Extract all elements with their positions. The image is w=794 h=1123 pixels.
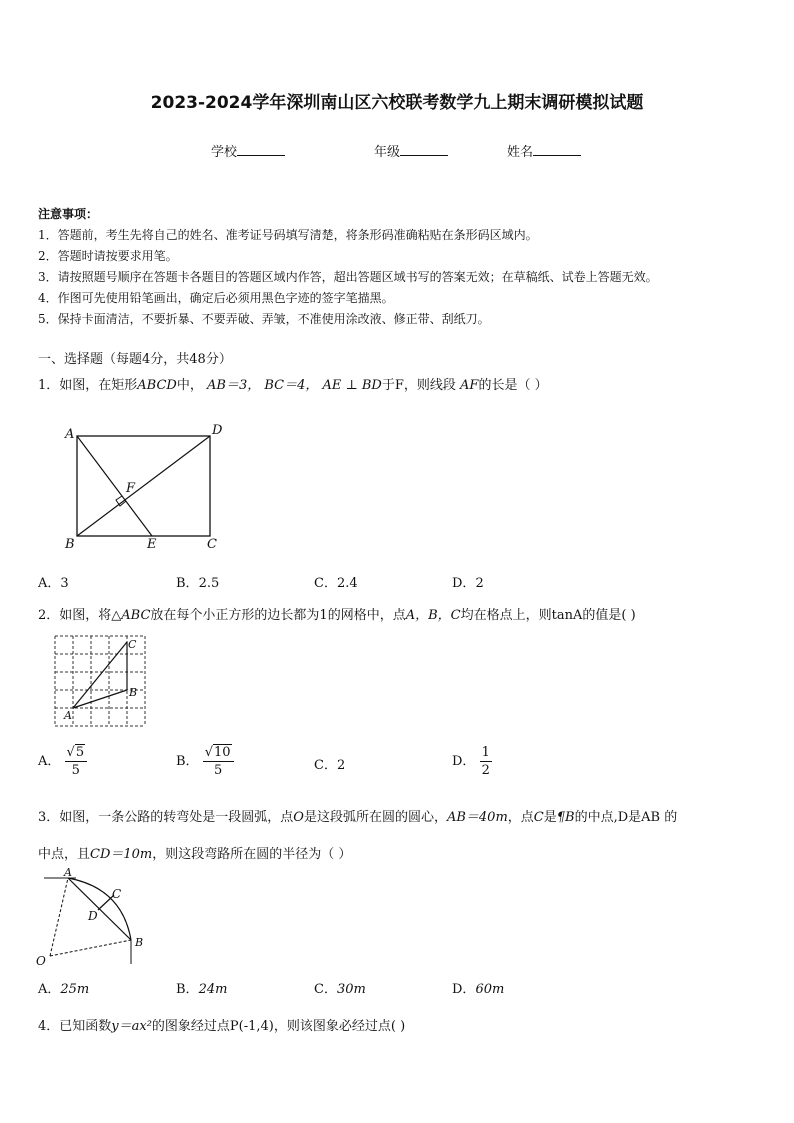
question-2-figure xyxy=(45,630,160,730)
label-c: C xyxy=(128,638,137,651)
segment-ac xyxy=(73,642,127,708)
diagonal-bd xyxy=(77,436,210,536)
note-item: 5．保持卡面清洁，不要折暴、不要弄破、弄皱，不准使用涂改液、修正带、刮纸刀。 xyxy=(38,312,490,326)
label-c: C xyxy=(207,537,217,552)
note-item: 4．作图可先使用铅笔画出，确定后必须用黑色字迹的签字笔描黑。 xyxy=(38,291,394,305)
q2-option-a[interactable]: A． $\frac{√5}{5}$ xyxy=(38,744,87,779)
fraction: $\frac{√5}{5}$ xyxy=(65,744,88,779)
note-item: 1．答题前，考生先将自己的姓名、准考证号码填写清楚，将条形码准确粘贴在条形码区域内。 xyxy=(38,228,538,242)
label-b: B xyxy=(65,537,75,552)
name-field xyxy=(507,141,581,160)
note-item: 3．请按照题号顺序在答题卡各题目的答题区域内作答，超出答题区域书写的答案无效；在草稿纸、试卷上答题无效。 xyxy=(38,270,658,284)
label-c: C xyxy=(112,887,122,901)
label-a: A xyxy=(64,709,72,722)
question-1-figure xyxy=(55,420,235,555)
q3-option-a[interactable]: A．25m xyxy=(38,982,90,997)
q2-option-d[interactable]: D． $\frac{1}{2}$ xyxy=(452,745,490,778)
q1-option-d[interactable]: D．2 xyxy=(452,576,484,591)
question-3-stem-line2: 中点，且CD＝10m，则这段弯路所在圆的半径为（ ） xyxy=(38,847,352,862)
segment-ae xyxy=(77,436,152,536)
q1-option-c[interactable]: C．2.4 xyxy=(314,576,358,591)
fraction: $\frac{1}{2}$ xyxy=(481,745,490,778)
school-label: 学校 xyxy=(211,145,238,160)
q2-option-c[interactable]: C．2 xyxy=(314,758,346,773)
question-1-stem: 1．如图，在矩形ABCD中， AB＝3， BC＝4， AE ⊥ BD于F，则线段 AF的长是（ ） xyxy=(38,378,548,393)
q1-option-b[interactable]: B．2.5 xyxy=(176,576,220,591)
radius-oa xyxy=(50,878,68,956)
q2-option-b[interactable]: B． $\frac{√10}{5}$ xyxy=(176,744,234,779)
school-blank xyxy=(237,143,285,156)
label-b: B xyxy=(135,936,144,949)
sqrt-symbol: √10 xyxy=(204,745,231,760)
question-3-stem-line1: 3．如图，一条公路的转弯处是一段圆弧，点O是这段弧所在圆的圆心，AB＝40m，点C是¶B的中点,D是AB 的 xyxy=(38,810,678,825)
label-a: A xyxy=(64,866,72,879)
notes-heading: 注意事项： xyxy=(38,207,99,221)
notes-block xyxy=(38,204,658,330)
section-heading: 一、选择题（每题4分，共48分） xyxy=(38,352,232,367)
grade-field xyxy=(374,141,448,160)
name-blank xyxy=(533,143,581,156)
question-2-stem: 2．如图，将△ABC放在每个小正方形的边长都为1的网格中，点A，B，C均在格点上，则tanA的值是( ) xyxy=(38,608,636,623)
q1-option-a[interactable]: A．3 xyxy=(38,576,69,591)
label-o: O xyxy=(36,954,46,968)
label-d: D xyxy=(88,909,98,923)
label-a: A xyxy=(65,427,75,442)
grade-blank xyxy=(400,143,448,156)
question-3-figure xyxy=(30,864,160,970)
label-b: B xyxy=(129,686,138,699)
question-4-stem: 4．已知函数y＝ax²的图象经过点P(-1,4)，则该图象必经过点( ) xyxy=(38,1019,406,1034)
radius-ob xyxy=(50,940,131,956)
q3-option-c[interactable]: C．30m xyxy=(314,982,366,997)
q3-option-d[interactable]: D．60m xyxy=(452,982,505,997)
name-label: 姓名 xyxy=(507,145,534,160)
label-d: D xyxy=(212,423,223,438)
fraction: $\frac{√10}{5}$ xyxy=(203,744,234,779)
sqrt-symbol: √5 xyxy=(66,745,85,760)
note-item: 2．答题时请按要求用笔。 xyxy=(38,249,178,263)
school-field xyxy=(211,141,285,160)
label-e: E xyxy=(147,537,157,552)
q3-option-b[interactable]: B．24m xyxy=(176,982,228,997)
label-f: F xyxy=(126,481,136,496)
page-title: 2023-2024学年深圳南山区六校联考数学九上期末调研模拟试题 xyxy=(150,93,644,113)
grade-label: 年级 xyxy=(374,145,401,160)
